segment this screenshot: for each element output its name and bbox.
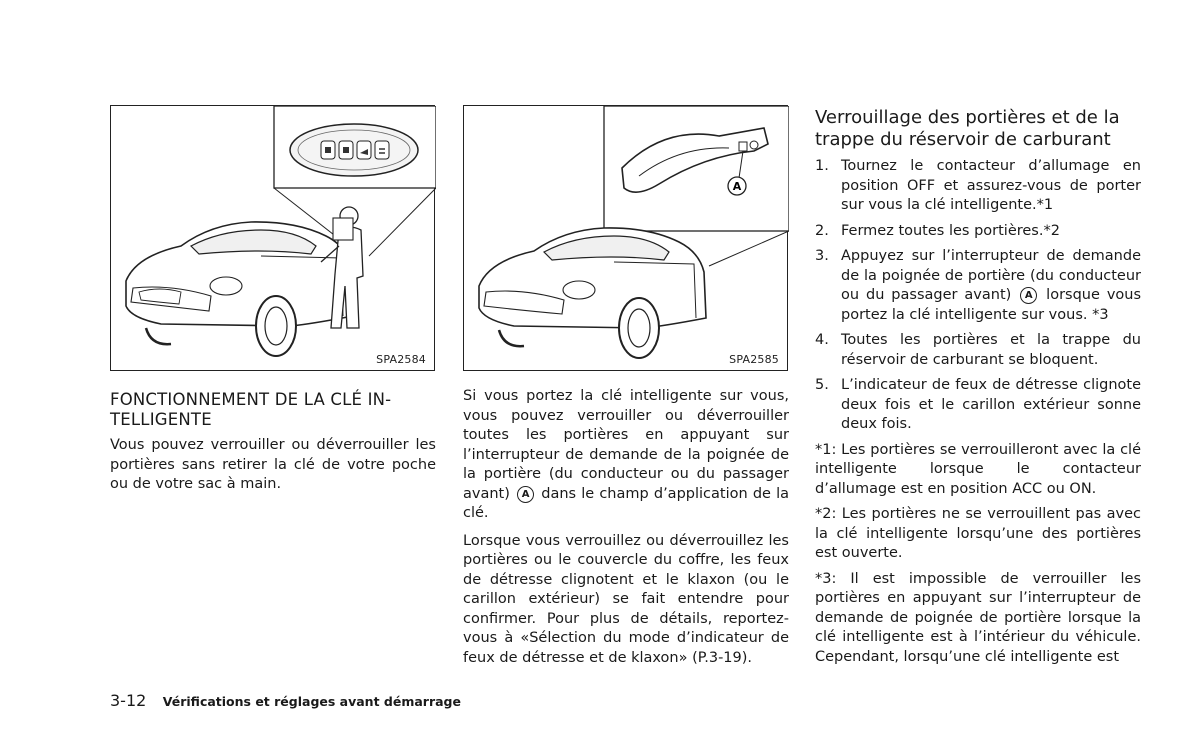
paragraph-confirmation: Lorsque vous verrouillez ou déverrouillez les portières ou le couvercle du coffre, les feux de détresse clignotent et le klaxon (ou le carillon extérieur) se fait entendre pour confirmer. Pour plus de détails, reportez-vous à «Sélection du mode d’indicateur de feux de détresse et de klaxon» (P.3-19). xyxy=(463,532,789,666)
heading-line-1: FONCTIONNEMENT DE LA CLÉ IN- xyxy=(110,390,392,409)
section-heading-door-locking: Verrouillage des portières et de la trappe du réservoir de carburant xyxy=(815,107,1120,150)
footnote-1: *1: Les portières se verrouilleront avec la clé intelligente lorsque le contacteur d’allumage est en position ACC ou ON. xyxy=(815,441,1141,497)
footnote-3: *3: Il est impossible de verrouiller les portières en appuyant sur l’interrupteur de demande de poignée de portière lorsque la clé intelligente est à l’intérieur du véhicule. Cependant, lorsqu’une clé intelligente est xyxy=(815,570,1141,665)
step-text: Toutes les portières et la trappe du réservoir de carburant se bloquent. xyxy=(841,332,1141,368)
list-item xyxy=(815,376,1141,435)
step-number: 3. xyxy=(815,248,829,264)
section-heading-smart-key xyxy=(110,390,436,430)
step-number: 4. xyxy=(815,332,829,348)
steps-list xyxy=(815,157,1141,435)
list-item xyxy=(815,157,1141,216)
marker-a-icon: A xyxy=(1020,287,1037,304)
heading-line-2: TELLIGENTE xyxy=(110,410,212,429)
paragraph-text: Si vous portez la clé intelligente sur vous, vous pouvez verrouiller ou déverrouiller toutes les portières en appuyant sur l’interrupteur de demande de la poignée de la portière (du conducteur ou du passager avant) xyxy=(463,388,789,502)
list-item xyxy=(815,331,1141,370)
list-item xyxy=(815,247,1141,325)
intro-paragraph: Vous pouvez verrouiller ou déverrouiller les portières sans retirer la clé de votre poche ou de votre sac à main. xyxy=(110,437,436,492)
car-door-handle-illustration xyxy=(464,106,789,372)
step-number: 5. xyxy=(815,377,829,393)
step-text: lorsque vous portez la clé intelligente sur vous. *3 xyxy=(841,287,1142,323)
paragraph-text: dans le champ d’application de la clé. xyxy=(463,485,790,521)
middle-column xyxy=(463,387,789,676)
figure-door-handle xyxy=(463,105,788,371)
figure-code-middle: SPA2585 xyxy=(729,353,779,366)
step-text: Tournez le contacteur d’allumage en position OFF et assurez-vous de porter sur vous la clé intelligente.*1 xyxy=(841,158,1141,213)
car-with-person-illustration xyxy=(111,106,436,372)
right-column xyxy=(815,107,1141,673)
step-text: L’indicateur de feux de détresse clignote deux fois et le carillon extérieur sonne deux fois. xyxy=(841,377,1141,432)
footer-section-title: Vérifications et réglages avant démarrage xyxy=(162,694,461,709)
page-number: 3-12 xyxy=(110,691,147,710)
left-column xyxy=(110,390,436,503)
figure-code-left: SPA2584 xyxy=(376,353,426,366)
step-text: Appuyez sur l’interrupteur de demande de la poignée de portière (du conducteur ou du passager avant) xyxy=(841,248,1141,303)
paragraph-locking xyxy=(463,387,789,524)
step-number: 2. xyxy=(815,222,829,239)
list-item xyxy=(815,222,1141,242)
page-footer xyxy=(110,691,461,710)
callout-a-icon: A xyxy=(732,180,742,193)
figure-smart-key xyxy=(110,105,435,371)
step-text: Fermez toutes les portières.*2 xyxy=(841,222,1060,239)
step-number: 1. xyxy=(815,158,829,174)
footnote-2: *2: Les portières ne se verrouillent pas avec la clé intelligente lorsqu’une des portières est ouverte. xyxy=(815,506,1141,561)
marker-a-icon: A xyxy=(517,486,534,503)
